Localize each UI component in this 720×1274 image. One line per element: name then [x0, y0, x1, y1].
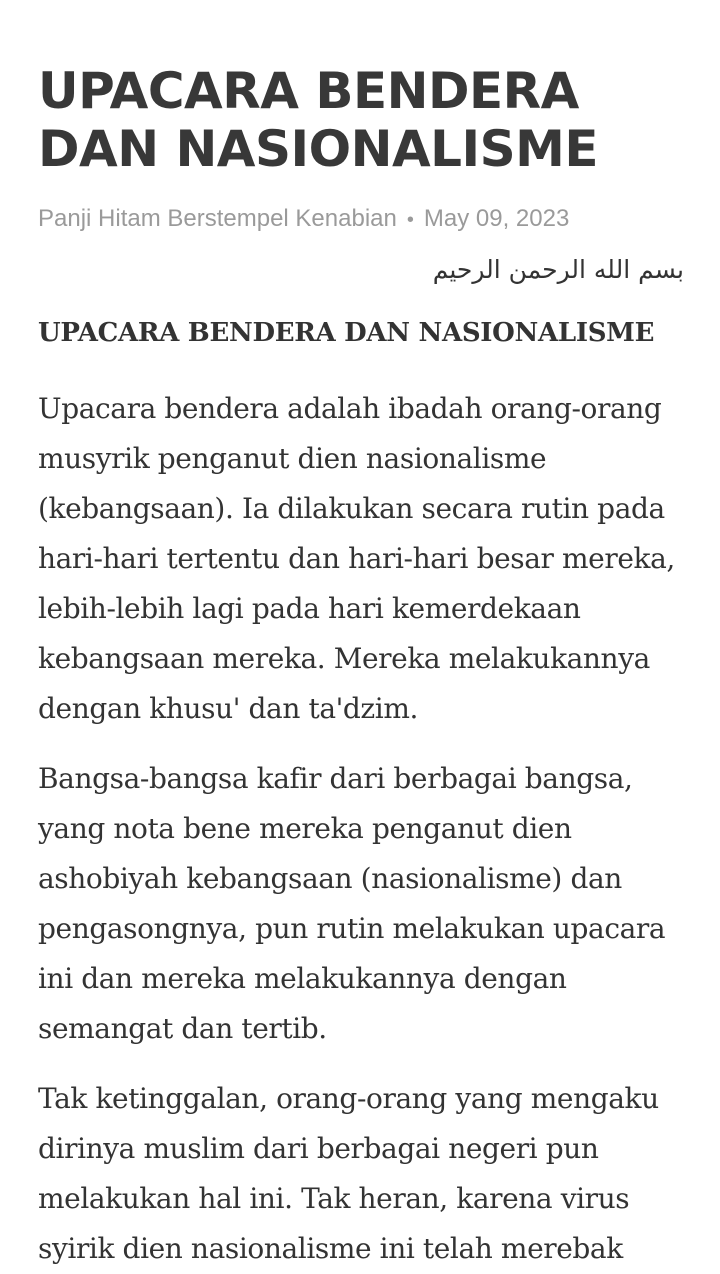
publish-date: May 09, 2023	[423, 205, 570, 232]
article	[38, 62, 688, 1274]
basmalah-line	[38, 250, 684, 290]
article-paragraph: Upacara bendera adalah ibadah orang-orang musyrik penganut dien nasionalisme (kebangsaan). Ia dilakukan secara rutin pada hari-hari tertentu dan hari-hari besar mereka, lebih-lebih lagi pada hari kemerdekaan kebangsaan mereka. Mereka melakukannya dengan khusu' dan ta'dzim.	[38, 392, 675, 725]
article-paragraph: Bangsa-bangsa kafir dari berbagai bangsa, yang nota bene mereka penganut dien ashobiyah kebangsaan (nasionalisme) dan pengasongnya, pun rutin melakukan upacara ini dan mereka melakukannya dengan semangat dan tertib.	[38, 762, 666, 1045]
article-title: UPACARA BENDERA DAN NASIONALISME	[38, 62, 599, 178]
author-name[interactable]: Panji Hitam Berstempel Kenabian	[38, 205, 397, 232]
basmalah-text: بسم الله الرحمن الرحيم	[432, 255, 684, 284]
article-subtitle: UPACARA BENDERA DAN NASIONALISME	[38, 318, 655, 348]
meta-separator: •	[406, 209, 414, 231]
article-paragraph: Tak ketinggalan, orang-orang yang mengaku dirinya muslim dari berbagai negeri pun melakukan hal ini. Tak heran, karena virus syirik dien nasionalisme ini telah merebak	[38, 1082, 659, 1265]
article-meta	[38, 204, 688, 234]
